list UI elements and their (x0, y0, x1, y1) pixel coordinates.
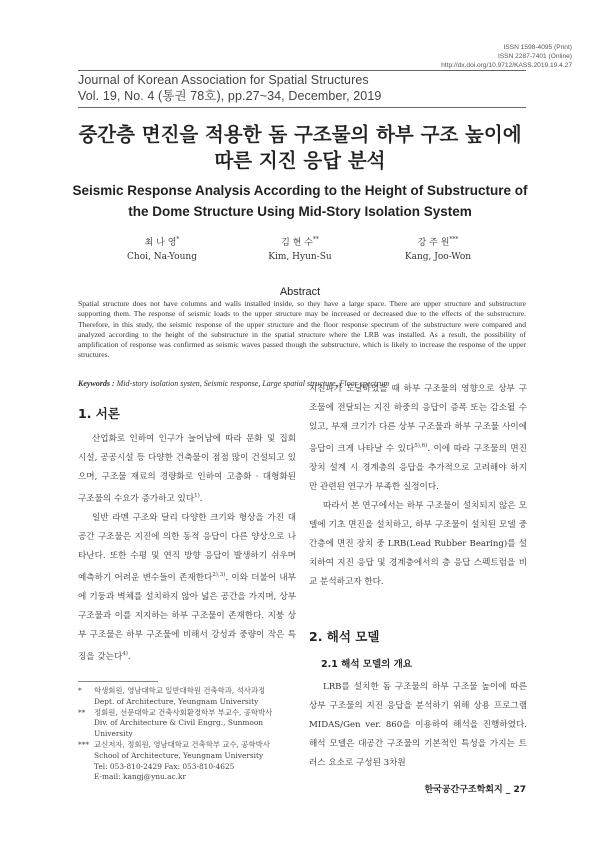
left-p1-text: 산업화로 인하여 인구가 늘어남에 따라 문화 및 집회 시설, 공공시설 등 다양한 건축물이 점점 많이 건설되고 있으며, 구조물 재료의 경량화로 인하여 고층화 · 대형화된 구조물의 수요가 증가하고 있다 (78, 434, 296, 504)
footnote-3-line-2: School of Architecture, Yeungnam University (94, 750, 264, 760)
page-footer: 한국공간구조학회지 _ 27 (424, 785, 526, 795)
left-column (78, 430, 296, 667)
footnote-3-email[interactable]: E-mail: kangj@ynu.ac.kr (94, 772, 187, 782)
right-column-upper (309, 380, 527, 592)
footnote-1 (78, 686, 298, 708)
footnote-2-line-2: Div. of Architecture & Civil Engrg., Sunmoon University (94, 718, 264, 739)
footnote-3-line-1: 교신저자, 정회원, 영남대학교 건축학부 교수, 공학박사 (94, 739, 270, 749)
footnote-2-mark: ** (78, 707, 86, 717)
footnote-1-line-1: 학생회원, 영남대학교 일반대학원 건축학과, 석사과정 (94, 686, 266, 695)
left-paragraph-1 (78, 430, 296, 509)
left-p2-end: . (127, 651, 131, 662)
abstract-text: Spatial structure does not have columns and walls installed inside, so they have a large space. There are upper structure and substructure supporting them. The response of seismic loads to the upper structure may be increased or decreased due to the effects of the substructure. Therefore, in this study, the seismic response of the upper structure and the floor response spectrum of the substructure were compared and analyzed according to the height of the substructure in the spatial structure where the LRB was installed. As a result, the possibility of amplification of response was confirmed as seismic waves passed though the substructure, which is likely to increase the response of the upper structures. (78, 299, 526, 360)
footnote-2-line-1: 정회원, 선문대학교 건축사회환경학부 부교수, 공학박사 (94, 707, 273, 717)
footnote-3-mark: *** (78, 739, 90, 749)
left-p1-end: . (199, 493, 203, 504)
journal-name: Journal of Korean Association for Spatial Structures (78, 73, 369, 87)
section-2-heading: 2. 해석 모델 (309, 629, 380, 644)
issn-block (441, 43, 572, 70)
author-2-korean: 김 현 수 (281, 238, 313, 248)
footnotes (78, 686, 298, 783)
author-2-mark: ** (312, 236, 319, 243)
author-3 (348, 233, 528, 264)
journal-volume: Vol. 19, No. 4 (통권 78호), pp.27~34, December, 2019 (78, 89, 382, 103)
korean-title-line1: 중간층 면진을 적용한 돔 구조물의 하부 구조 높이에 (78, 123, 522, 146)
footnote-1-mark: * (78, 686, 82, 695)
english-title-line2: the Dome Structure Using Mid-Story Isolation System (128, 204, 472, 219)
footnote-3 (78, 740, 298, 783)
author-1-korean: 최 나 영 (144, 238, 177, 248)
footnote-1-line-2: Dept. of Architecture, Yeungnam University (94, 696, 259, 706)
section-2-1-heading: 2.1 해석 모델의 개요 (321, 659, 412, 670)
left-p2a-text: 일반 라멘 구조와 달리 다양한 크기와 형상을 가진 대공간 구조물은 지진에 의한 동적 응답이 다른 양상으로 나타난다. 또한 수평 및 연직 방향 응답이 발생하기 쉬우며 예측하기 어려운 변수들이 존재한다 (78, 512, 296, 583)
ref-2-3: 2),3) (212, 571, 226, 578)
doi-link[interactable]: http://dx.doi.org/10.9712/KASS.2019.19.4.27 (441, 62, 572, 69)
header-rule-top (78, 70, 526, 71)
footnote-2 (78, 708, 298, 740)
author-2-english: Kim, Hyun-Su (268, 252, 332, 262)
keywords-label: Keywords : (78, 379, 117, 388)
author-1-mark: * (176, 236, 180, 243)
right-paragraph-1 (309, 380, 527, 497)
abstract-heading: Abstract (279, 286, 321, 298)
author-1-english: Choi, Na-Young (127, 252, 197, 262)
ref-1: 1) (194, 493, 200, 499)
right-p1a-text: 지진파가 도달하였을 때 하부 구조물의 영향으로 상부 구조물에 전달되는 지진 하중의 응답이 증폭 또는 감소될 수 있고, 부재 크기가 다른 상부 구조물과 하부 구조물 사이에 응답이 크게 나타날 수 있다 (309, 384, 527, 454)
author-3-english: Kang, Joo-Won (404, 252, 472, 262)
left-p2b-text: . 이와 더불어 내부에 기둥과 벽체를 설치하지 않아 넓은 공간을 가지며, 상부 구조물과 이를 지지하는 하부 구조물이 존재한다. 지붕 상부 구조물은 하부 구조물에 비해서 강성과 중량이 작은 특징을 갖는다 (78, 572, 296, 662)
issn-online: ISSN 2287-7401 (Online) (497, 53, 572, 60)
header-rule-bottom (78, 107, 526, 108)
left-paragraph-2 (78, 509, 296, 667)
keywords-text: Mid-story isolation systen, Seismic response, Large spatial structure, Floor spectrum (116, 379, 390, 388)
right-column-lower (309, 678, 527, 773)
right-p1b-text: . 이에 따라 구조물의 면진 장치 설계 시 경계층의 응답을 추가적으로 고려해야 하지만 관련된 연구가 부족한 실정이다. (309, 443, 527, 492)
korean-title-line2: 따른 지진 응답 분석 (214, 149, 386, 172)
section-1-heading: 1. 서론 (78, 406, 120, 421)
footnote-3-line-3: Tel: 053-810-2429 Fax: 053-810-4625 (94, 761, 235, 771)
author-3-mark: *** (449, 236, 459, 243)
ref-5-6: 5),6) (414, 443, 428, 449)
issn-print: ISSN 1598-4095 (Print) (503, 44, 572, 51)
footnote-rule (78, 681, 158, 682)
right-paragraph-2: 따라서 본 연구에서는 하부 구조물이 설치되지 않은 모델에 기초 면진을 설치하고, 하부 구조물이 설치된 모델 중간층에 면진 장치 중 LRB(Lead Rubber Bearing)를 설치하여 지진 응답 및 경계층에서의 층 응답 스펙트럼을 비교 분석하고자 한다. (309, 500, 527, 587)
author-3-korean: 강 주 원 (417, 238, 450, 248)
right-paragraph-3: LRB를 설치한 돔 구조물의 하부 구조물 높이에 따른 상부 구조물의 지진 응답을 분석하기 위해 상용 프로그램 MIDAS/Gen ver. 860을 이용하여 해석을 진행하였다. 해석 모델은 대공간 구조물의 기본적인 특성을 가지는 트러스 요소로 구성된 3차원 (309, 682, 527, 768)
english-title-line1: Seismic Response Analysis According to the Height of Substructure of (72, 183, 528, 198)
ref-4: 4) (122, 650, 128, 657)
